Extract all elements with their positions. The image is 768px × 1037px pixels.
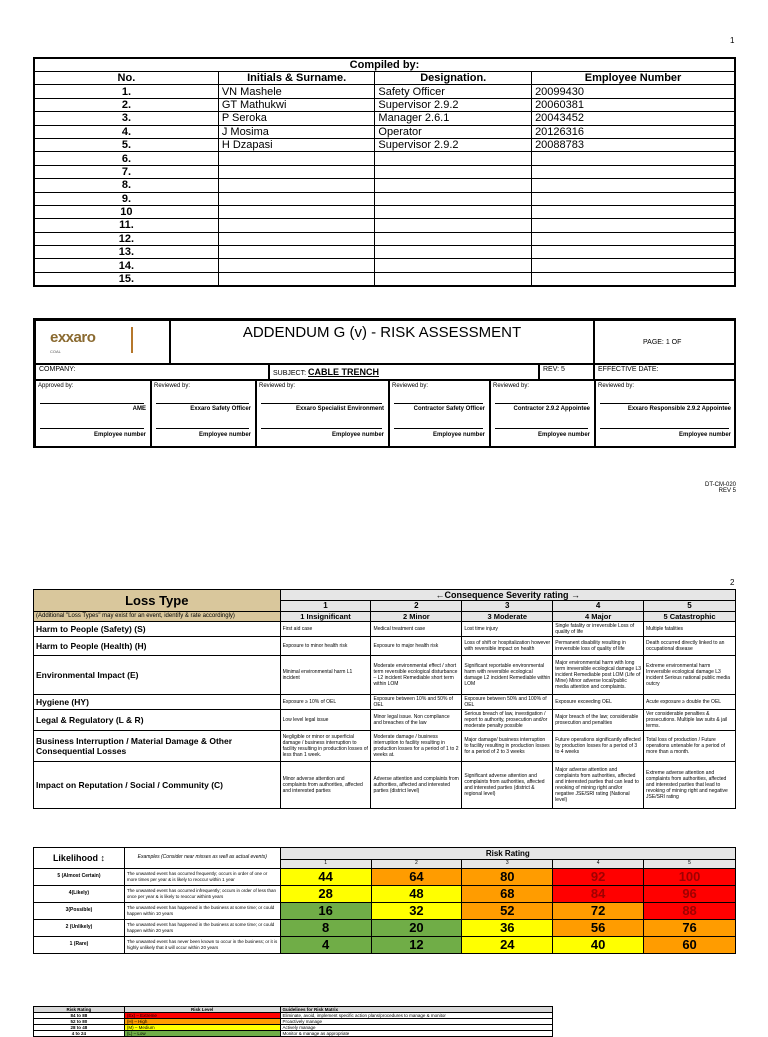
row-number: 6. [34, 152, 218, 165]
rev-cell [539, 364, 594, 380]
doc-code: DT-CM-020 [704, 482, 736, 488]
loss-cell: Extreme adverse attention and complaints from authorities, affected and interested parties that lead to revoking of mining right and negative JSE/SRI rating [644, 762, 736, 809]
row-cell [218, 192, 375, 205]
row-cell [532, 152, 735, 165]
row-cell [532, 205, 735, 218]
loss-cell: Major environmental harm with long term irreversible ecological damage L3 incident Remediable post LOM (Life of Mine) Minor adverse local/public media attention and complaints. [553, 656, 644, 695]
severity-name: 2 Minor [371, 612, 462, 622]
severity-names-row [34, 612, 736, 622]
row-cell: VN Mashele [218, 85, 375, 98]
loss-cell: Exposure to minor health risk [280, 637, 371, 656]
row-cell [532, 192, 735, 205]
loss-cell: Minor adverse attention and complaints from authorities, affected and interested parties [280, 762, 371, 809]
signature-label: Reviewed by: [154, 383, 191, 389]
likelihood-desc: The unwanted event has never been known to occur in the business; or it is highly unlikely that it will occur within 20 years [124, 936, 280, 953]
effective-cell [594, 364, 736, 380]
likelihood-label: 3(Possible) [34, 902, 125, 919]
loss-cell: Low level legal issue [280, 710, 371, 731]
likelihood-title: Likelihood ↕ [34, 848, 125, 869]
risk-score: 56 [553, 919, 644, 936]
loss-row-name: Harm to People (Safety) (S) [34, 622, 281, 637]
risk-score: 4 [280, 936, 371, 953]
legend-cell: 52 to 80 [34, 1019, 125, 1025]
risk-score: 28 [280, 885, 371, 902]
page-number: 1 [730, 36, 735, 45]
role-label: Exxaro Responsible 2.9.2 Appointee [627, 406, 731, 412]
row-cell [218, 232, 375, 245]
employee-number-label: Employee number [331, 432, 384, 438]
row-cell [218, 152, 375, 165]
page-cell [594, 320, 736, 364]
loss-row [34, 656, 736, 695]
examples-label: Examples (Consider near misses as well as actual events) [124, 848, 280, 869]
loss-cell: Minimal environmental harm L1 incident [280, 656, 371, 695]
risk-score: 92 [553, 868, 644, 885]
loss-cell: Significant reportable environmental harm with reversible ecological damage L2 incident Remediable within LOM [462, 656, 553, 695]
severity-level: 2 [371, 601, 462, 612]
row-number: 15. [34, 272, 218, 286]
legend-cell: 84 to 88 [34, 1013, 125, 1019]
loss-cell: Medical treatment case [371, 622, 462, 637]
loss-cell: Negligible or minor or superficial damage / business interruption to facility resulting in production losses of less than 1 week. [280, 731, 371, 762]
signature-line [156, 403, 249, 404]
loss-cell: Lost time injury [462, 622, 553, 637]
matrix-col: 4 [553, 860, 644, 869]
risk-score: 96 [644, 885, 736, 902]
legend-cell: Eliminate, avoid, implement specific action plans/procedures to manage & monitor [280, 1013, 552, 1019]
company-label: COMPANY: [39, 366, 76, 373]
row-number: 13. [34, 246, 218, 259]
compiled-row [34, 192, 735, 205]
legend-cell: (Ex) – Extreme [124, 1013, 280, 1019]
row-cell: J Mosima [218, 125, 375, 138]
loss-type-table [33, 589, 736, 809]
loss-cell: Moderate damage / business interruption to facility resulting in production losses for a period of 1 to 2 weeks at. [371, 731, 462, 762]
compiled-row [34, 179, 735, 192]
likelihood-desc: The unwanted event has happened in the business at some time; or could happen within 20 years [124, 919, 280, 936]
loss-row [34, 710, 736, 731]
signature-line [261, 428, 382, 429]
severity-name: 1 Insignificant [280, 612, 371, 622]
row-cell [375, 179, 532, 192]
risk-score: 64 [371, 868, 462, 885]
effective-label: EFFECTIVE DATE: [598, 366, 659, 373]
row-cell: P Seroka [218, 112, 375, 125]
likelihood-label: 1 (Rare) [34, 936, 125, 953]
loss-cell: Future operations significantly affected by production losses for a period of 3 to 4 weeks [553, 731, 644, 762]
loss-row-name: Legal & Regulatory (L & R) [34, 710, 281, 731]
risk-score: 32 [371, 902, 462, 919]
risk-score: 80 [462, 868, 553, 885]
risk-legend-table [33, 1006, 553, 1037]
row-number: 14. [34, 259, 218, 272]
row-cell: 20060381 [532, 98, 735, 111]
addendum-title-cell [170, 320, 594, 364]
loss-cell: Major adverse attention and complaints from authorities, affected and interested parties that can lead to revoking of mining right and/or negative JSE/SRI rating (National level) [553, 762, 644, 809]
legend-head: Guidelines for Risk Matrix [280, 1007, 552, 1013]
employee-number-label: Employee number [678, 432, 731, 438]
risk-score: 8 [280, 919, 371, 936]
signature-line [495, 403, 588, 404]
row-cell [532, 165, 735, 178]
risk-matrix-table [33, 847, 736, 954]
loss-row-name: Harm to People (Health) (H) [34, 637, 281, 656]
signature-label: Reviewed by: [259, 383, 296, 389]
risk-score: 24 [462, 936, 553, 953]
loss-cell: Single fatality or irreversible Loss of quality of life [553, 622, 644, 637]
row-number: 3. [34, 112, 218, 125]
likelihood-label: 2 (Unlikely) [34, 919, 125, 936]
risk-score: 12 [371, 936, 462, 953]
loss-cell: Adverse attention and complaints from authorities, affected and interested parties (district level) [371, 762, 462, 809]
row-cell: Operator [375, 125, 532, 138]
loss-cell: Exposure between 10% and 50% of OEL [371, 695, 462, 710]
row-cell [375, 259, 532, 272]
role-label: Contractor 2.9.2 Appointee [513, 406, 590, 412]
row-cell: 20126316 [532, 125, 735, 138]
signature-line [600, 428, 729, 429]
severity-level: 3 [462, 601, 553, 612]
row-cell [532, 246, 735, 259]
exxaro-logo: exxaro [50, 329, 96, 346]
row-cell [375, 192, 532, 205]
loss-row [34, 637, 736, 656]
signature-line [394, 428, 483, 429]
legend-cell: 28 to 48 [34, 1025, 125, 1031]
compiled-row [34, 98, 735, 111]
risk-score: 40 [553, 936, 644, 953]
risk-score: 84 [553, 885, 644, 902]
role-label: Contractor Safety Officer [413, 406, 485, 412]
loss-cell: Exposure between 50% and 100% of OEL [462, 695, 553, 710]
matrix-col: 2 [371, 860, 462, 869]
logo-bar [131, 327, 133, 353]
row-number: 12. [34, 232, 218, 245]
severity-level: 1 [280, 601, 371, 612]
compiled-header: Designation. [375, 72, 532, 85]
doc-rev: REV 5 [718, 488, 736, 494]
compiled-row [34, 165, 735, 178]
compiled-row [34, 125, 735, 138]
risk-score: 16 [280, 902, 371, 919]
loss-cell: Total loss of production / Future operations untenable for a period of more than a month. [644, 731, 736, 762]
row-cell [375, 272, 532, 286]
signature-line [156, 428, 249, 429]
row-cell [375, 152, 532, 165]
severity-name: 4 Major [553, 612, 644, 622]
loss-cell: Major breach of the law; considerable prosecution and penalties [553, 710, 644, 731]
row-cell [218, 219, 375, 232]
compiled-row [34, 138, 735, 151]
role-label: Exxaro Safety Officer [190, 406, 251, 412]
loss-cell: First aid case [280, 622, 371, 637]
row-number: 4. [34, 125, 218, 138]
row-cell [218, 246, 375, 259]
compiled-row [34, 219, 735, 232]
legend-cell: 4 to 24 [34, 1031, 125, 1037]
page-number-2: 2 [730, 578, 735, 587]
risk-score: 48 [371, 885, 462, 902]
risk-score: 52 [462, 902, 553, 919]
loss-cell: Permanent disability resulting in irreversible loss of quality of life [553, 637, 644, 656]
row-cell [532, 272, 735, 286]
legend-cell: Proactively manage [280, 1019, 552, 1025]
loss-row-name: Environmental Impact (E) [34, 656, 281, 695]
matrix-row [34, 868, 736, 885]
row-cell [532, 179, 735, 192]
signature-cell [256, 380, 389, 448]
compiled-title: Compiled by: [34, 58, 735, 72]
loss-header-row [34, 590, 736, 601]
risk-score: 20 [371, 919, 462, 936]
loss-row [34, 762, 736, 809]
row-cell [375, 165, 532, 178]
row-cell [375, 205, 532, 218]
signature-line [394, 403, 483, 404]
signature-cell [151, 380, 256, 448]
row-cell [375, 219, 532, 232]
signature-label: Reviewed by: [493, 383, 530, 389]
loss-cell: Significant adverse attention and complaints from authorities, affected and interested parties (district & regional level) [462, 762, 553, 809]
signature-cell [389, 380, 490, 448]
signature-label: Approved by: [38, 383, 74, 389]
row-cell: H Dzapasi [218, 138, 375, 151]
loss-row [34, 622, 736, 637]
signature-line [261, 403, 382, 404]
risk-score: 100 [644, 868, 736, 885]
subject-cell [269, 364, 539, 380]
matrix-col: 3 [462, 860, 553, 869]
legend-head: Risk Rating [34, 1007, 125, 1013]
severity-name: 3 Moderate [462, 612, 553, 622]
loss-row-name: Business Interruption / Material Damage & Other Consequential Losses [34, 731, 281, 762]
signature-line [600, 403, 729, 404]
compiled-by-table [33, 57, 736, 287]
employee-number-label: Employee number [93, 432, 146, 438]
row-number: 1. [34, 85, 218, 98]
employee-number-label: Employee number [198, 432, 251, 438]
role-label: Exxaro Specialist Environment [295, 406, 384, 412]
loss-cell: Exposure ≥ 10% of OEL [280, 695, 371, 710]
row-number: 2. [34, 98, 218, 111]
likelihood-desc: The unwanted event has occurred frequently; occurs in order of one or more times per year & is likely to reoccur within 1 year [124, 868, 280, 885]
row-cell: Supervisor 2.9.2 [375, 98, 532, 111]
logo-cell [35, 320, 170, 364]
rev-label: REV: 5 [543, 366, 565, 373]
compiled-row [34, 112, 735, 125]
loss-type-title: Loss Type [34, 590, 281, 612]
compiled-row [34, 246, 735, 259]
compiled-row [34, 205, 735, 218]
row-cell [218, 179, 375, 192]
risk-score: 72 [553, 902, 644, 919]
matrix-row [34, 936, 736, 953]
risk-score: 60 [644, 936, 736, 953]
legend-head: Risk Level [124, 1007, 280, 1013]
row-number: 10 [34, 205, 218, 218]
role-label: AME [132, 406, 146, 412]
compiled-header: No. [34, 72, 218, 85]
compiled-row [34, 272, 735, 286]
row-cell [375, 232, 532, 245]
row-cell: GT Mathukwi [218, 98, 375, 111]
row-cell [532, 232, 735, 245]
risk-score: 68 [462, 885, 553, 902]
severity-level: 4 [553, 601, 644, 612]
row-cell: Safety Officer [375, 85, 532, 98]
row-cell [218, 259, 375, 272]
legend-cell: Monitor & manage as appropriate [280, 1031, 552, 1037]
row-cell [218, 272, 375, 286]
signature-line [495, 428, 588, 429]
row-number: 9. [34, 192, 218, 205]
signature-label: Reviewed by: [598, 383, 635, 389]
signature-cell [490, 380, 595, 448]
matrix-row [34, 902, 736, 919]
row-cell [532, 259, 735, 272]
severity-name: 5 Catastrophic [644, 612, 736, 622]
loss-row [34, 731, 736, 762]
matrix-row [34, 919, 736, 936]
compiled-row [34, 85, 735, 98]
row-cell: Supervisor 2.9.2 [375, 138, 532, 151]
matrix-col: 5 [644, 860, 736, 869]
loss-cell: Exposure exceeding OEL [553, 695, 644, 710]
subject-label: SUBJECT: [273, 370, 307, 377]
row-cell [375, 246, 532, 259]
row-cell [218, 205, 375, 218]
loss-note: (Additional "Loss Types" may exist for an event, identify & rate accordingly) [34, 612, 281, 622]
likelihood-desc: The unwanted event has occurred infrequently; occurs in order of less than once per year & is likely to reoccur within5 years [124, 885, 280, 902]
legend-cell: Actively manage [280, 1025, 552, 1031]
signature-line [40, 403, 144, 404]
compiled-row [34, 259, 735, 272]
compiled-header: Initials & Surname. [218, 72, 375, 85]
addendum-header [33, 318, 736, 448]
likelihood-label: 5 (Almost Certain) [34, 868, 125, 885]
risk-score: 36 [462, 919, 553, 936]
loss-cell: Exposure to major health risk [371, 637, 462, 656]
matrix-col: 1 [280, 860, 371, 869]
subject-value: CABLE TRENCH [308, 367, 380, 377]
legend-cell: (L) – Low [124, 1031, 280, 1037]
row-number: 8. [34, 179, 218, 192]
severity-level: 5 [644, 601, 736, 612]
compiled-row [34, 232, 735, 245]
risk-score: 44 [280, 868, 371, 885]
loss-cell: Moderate environmental effect / short term reversible ecological disturbance – L2 incident Remediable short term within LOM [371, 656, 462, 695]
compiled-row [34, 152, 735, 165]
row-cell: 20088783 [532, 138, 735, 151]
company-cell [35, 364, 269, 380]
compiled-header: Employee Number [532, 72, 735, 85]
row-cell: Manager 2.6.1 [375, 112, 532, 125]
page-label: PAGE: 1 OF [643, 339, 682, 346]
signature-cell [595, 380, 736, 448]
matrix-header-row [34, 848, 736, 860]
signature-label: Reviewed by: [392, 383, 429, 389]
loss-row-name: Hygiene (HY) [34, 695, 281, 710]
loss-cell: Multiple fatalities [644, 622, 736, 637]
loss-cell: Extreme environmental harm Irreversible ecological damage L3 incident Serious national public media outcry [644, 656, 736, 695]
loss-cell: Loss of shift or hospitalization however with reversible impact on health [462, 637, 553, 656]
loss-cell: Acute exposure ≥ double the OEL [644, 695, 736, 710]
legend-cell: (H) – High [124, 1019, 280, 1025]
row-cell: 20099430 [532, 85, 735, 98]
likelihood-desc: The unwanted event has happened in the business at some time; or could happen within 10 years [124, 902, 280, 919]
likelihood-label: 4(Likely) [34, 885, 125, 902]
employee-number-label: Employee number [537, 432, 590, 438]
row-number: 7. [34, 165, 218, 178]
loss-cell: Ver considerable penalties & prosecutions. Multiple law suits & jail terms. [644, 710, 736, 731]
risk-rating-title: Risk Rating [280, 848, 735, 860]
doc-code-block [660, 482, 736, 494]
severity-title: ←Consequence Severity rating → [280, 590, 735, 601]
loss-row-name: Impact on Reputation / Social / Community (C) [34, 762, 281, 809]
legend-row [34, 1031, 553, 1037]
risk-score: 76 [644, 919, 736, 936]
loss-cell: Serious breach of law, investigation / report to authority, prosecution and/or moderate penalty possible [462, 710, 553, 731]
loss-cell: Minor legal issue. Non compliance and breaches of the law [371, 710, 462, 731]
employee-number-label: Employee number [432, 432, 485, 438]
signature-line [40, 428, 144, 429]
logo-subtext: COAL [50, 349, 61, 354]
loss-row [34, 695, 736, 710]
signature-cell [35, 380, 151, 448]
row-cell [532, 219, 735, 232]
row-number: 5. [34, 138, 218, 151]
legend-cell: (M) – Medium [124, 1025, 280, 1031]
loss-cell: Major damage/ business interruption to facility resulting in production losses for a period of 2 to 3 weeks [462, 731, 553, 762]
matrix-row [34, 885, 736, 902]
risk-score: 88 [644, 902, 736, 919]
row-cell [218, 165, 375, 178]
row-number: 11. [34, 219, 218, 232]
row-cell: 20043452 [532, 112, 735, 125]
loss-cell: Death occurred directly linked to an occupational disease [644, 637, 736, 656]
addendum-title: ADDENDUM G (v) - RISK ASSESSMENT [242, 324, 522, 341]
